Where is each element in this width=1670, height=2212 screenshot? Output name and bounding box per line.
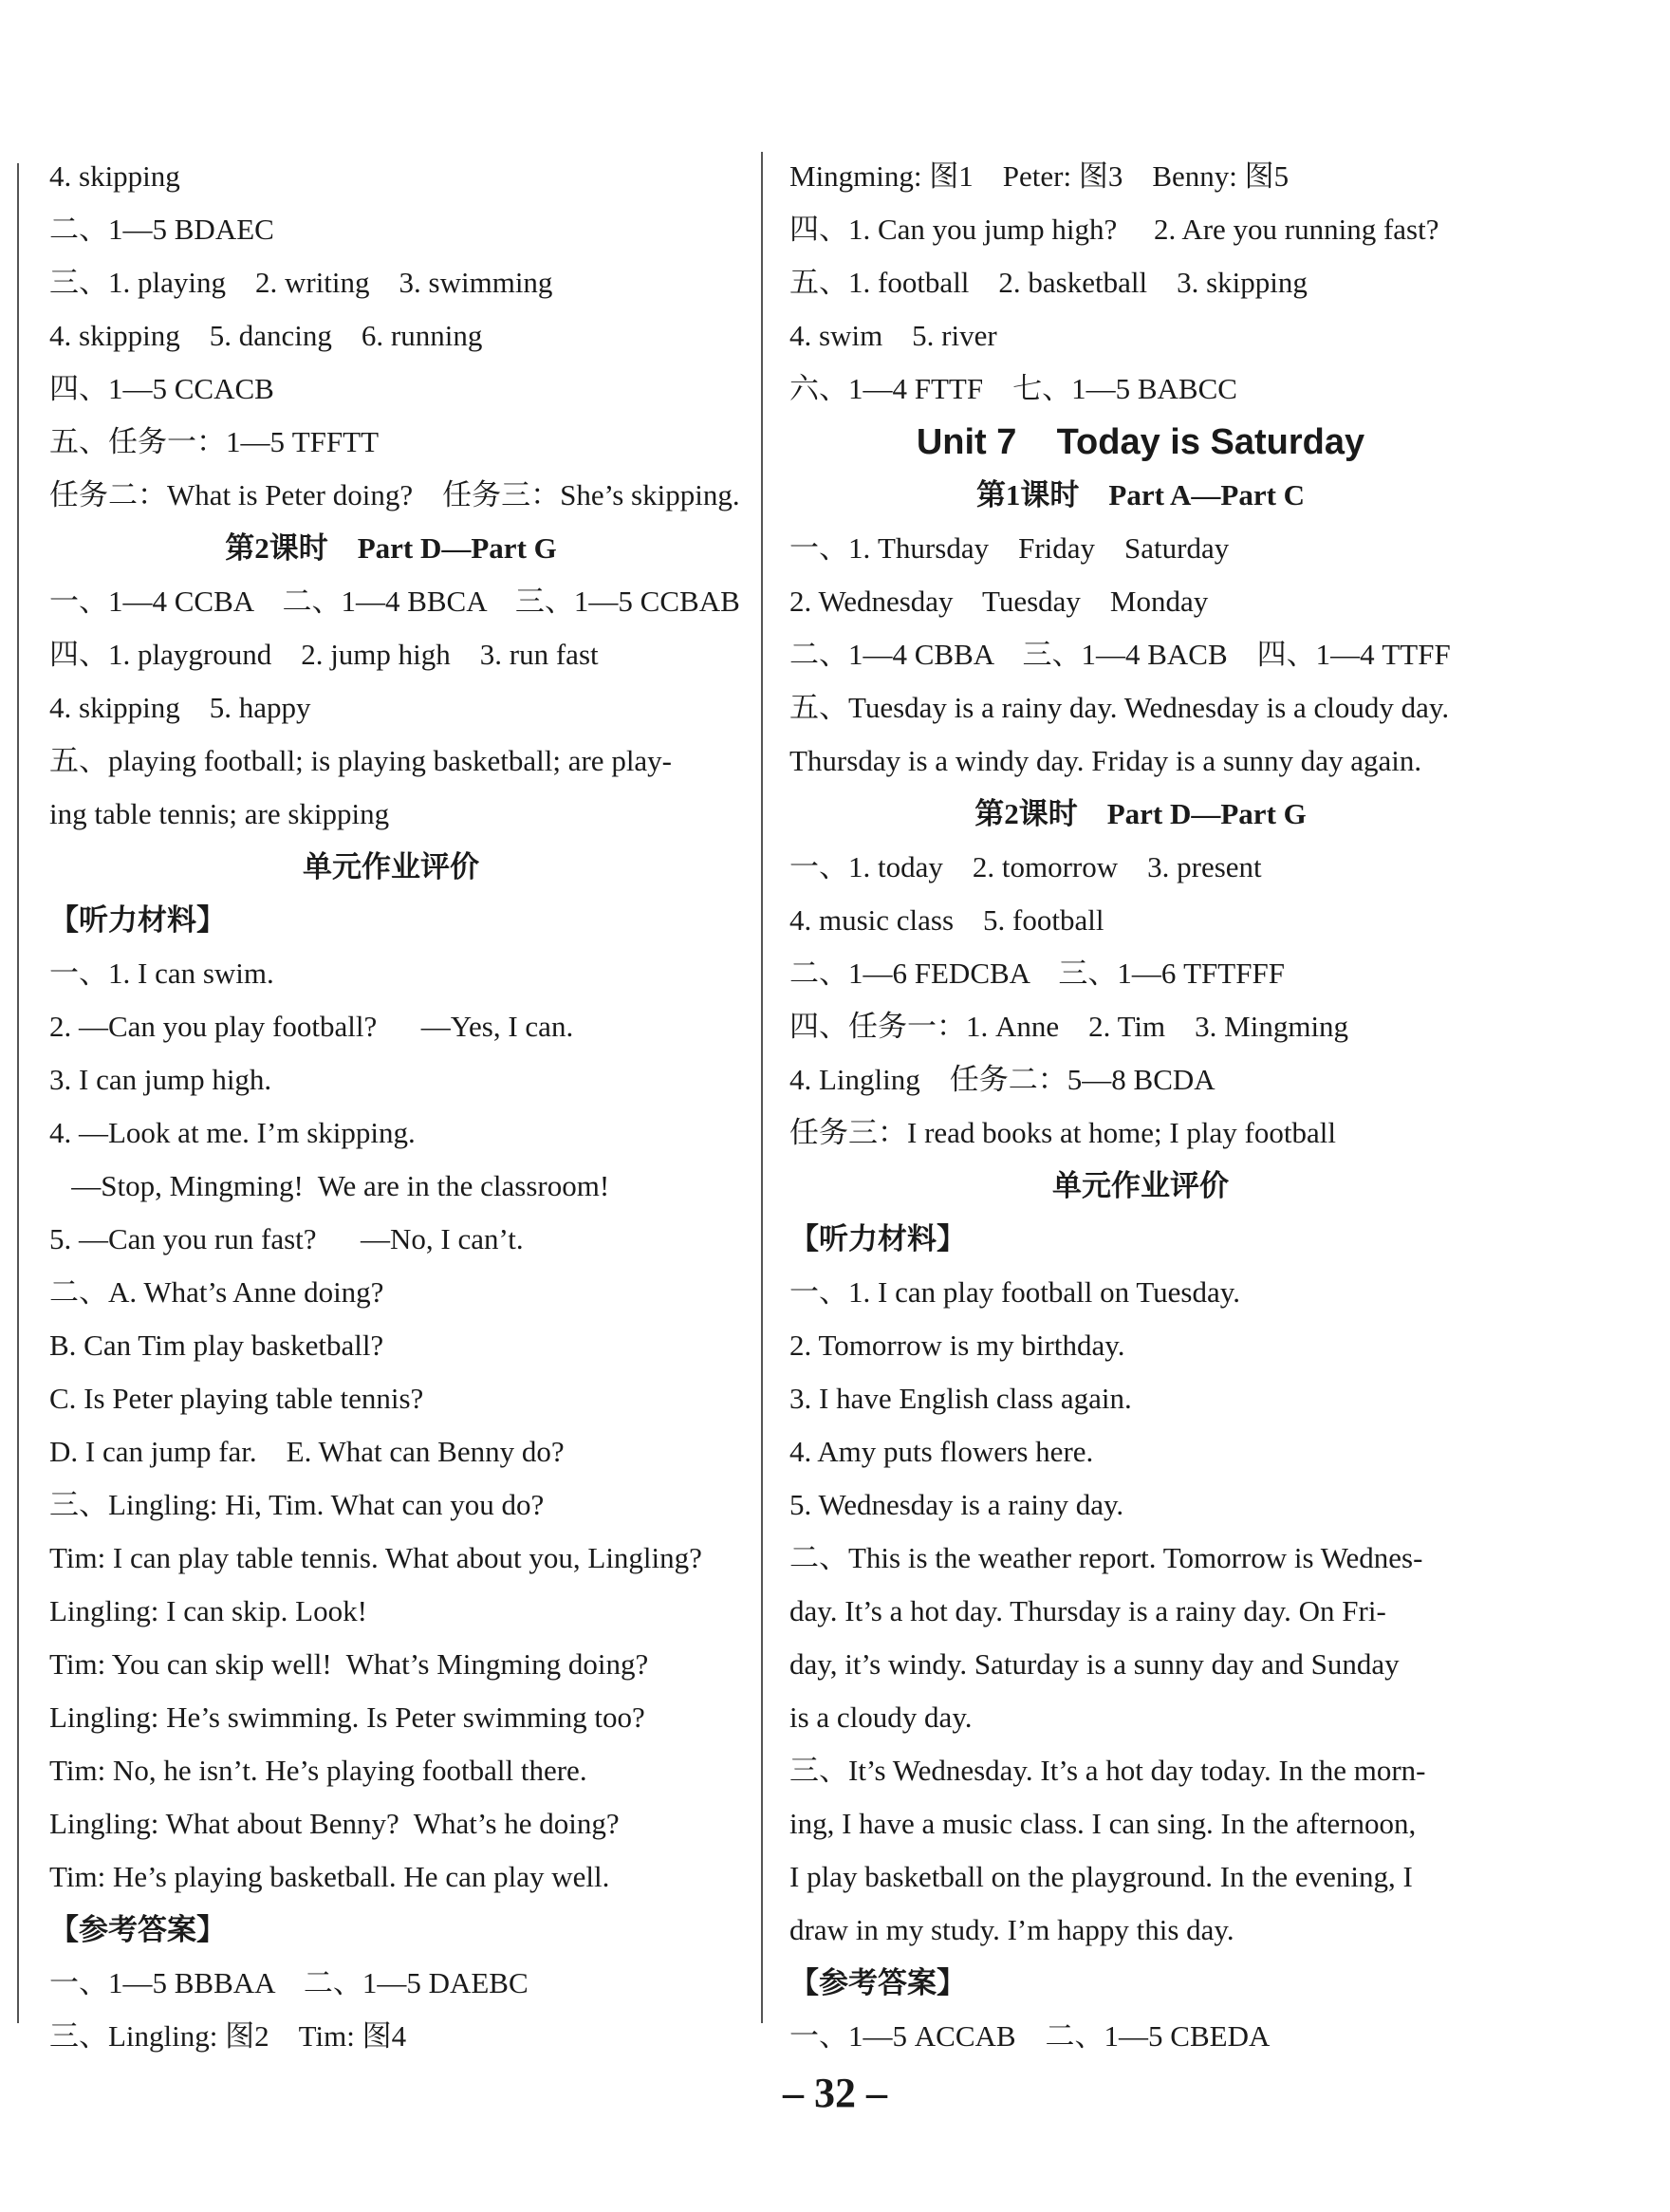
answer-line: Tim: You can skip well! What’s Mingming doing? — [49, 1647, 649, 1681]
answer-line: 任务二：What is Peter doing? 任务三：She’s skipping. — [49, 478, 740, 511]
right-column — [789, 150, 1492, 2063]
answer-line: 三、1. playing 2. writing 3. swimming — [49, 266, 553, 299]
answer-line: day, it’s windy. Saturday is a sunny day and Sunday — [789, 1647, 1400, 1681]
answer-line: 四、任务一：1. Anne 2. Tim 3. Mingming — [789, 1010, 1349, 1043]
answer-line: 五、1. football 2. basketball 3. skipping — [789, 266, 1308, 299]
answer-line: 三、It’s Wednesday. It’s a hot day today. In the morn- — [789, 1754, 1426, 1787]
answer-line: 一、1—5 ACCAB 二、1—5 CBEDA — [789, 2019, 1271, 2053]
answer-line: 四、1. playground 2. jump high 3. run fast — [49, 638, 599, 671]
bracket-label: 【听力材料】 — [789, 1222, 966, 1256]
answer-line: 5. —Can you run fast? —No, I can’t. — [49, 1222, 524, 1255]
answer-line: Mingming: 图1 Peter: 图3 Benny: 图5 — [789, 159, 1290, 193]
answer-line: 四、1—5 CCACB — [49, 372, 274, 405]
answer-line: 四、1. Can you jump high? 2. Are you running fast? — [789, 213, 1439, 246]
lesson-heading: 第1课时 Part A—Part C — [975, 478, 1306, 511]
answer-line: 2. Wednesday Tuesday Monday — [789, 585, 1209, 618]
answer-line: 4. skipping 5. dancing 6. running — [49, 319, 483, 352]
answer-line: 二、1—6 FEDCBA 三、1—6 TFTFFF — [789, 957, 1285, 990]
left-margin-rule — [17, 163, 19, 2023]
answer-line: Tim: He’s playing basketball. He can play well. — [49, 1860, 610, 1893]
bracket-label: 【参考答案】 — [789, 1966, 966, 2000]
lesson-heading: 第2课时 Part D—Part G — [974, 797, 1307, 830]
answer-line: 五、Tuesday is a rainy day. Wednesday is a cloudy day. — [789, 691, 1450, 724]
answer-line: 一、1. I can play football on Tuesday. — [789, 1275, 1240, 1309]
unit-title: Unit 7 Today is Saturday — [916, 422, 1365, 462]
answer-line: 二、1—4 CBBA 三、1—4 BACB 四、1—4 TTFF — [789, 638, 1451, 671]
column-divider — [761, 152, 763, 2023]
answer-line: C. Is Peter playing table tennis? — [49, 1382, 424, 1415]
answer-line: 3. I have English class again. — [789, 1382, 1132, 1415]
bracket-label: 【参考答案】 — [49, 1913, 226, 1947]
answer-line: 二、This is the weather report. Tomorrow is Wednes- — [789, 1541, 1423, 1574]
answer-line: 4. Lingling 任务二：5—8 BCDA — [789, 1063, 1215, 1096]
answer-line: 2. Tomorrow is my birthday. — [789, 1329, 1125, 1362]
answer-line: —Stop, Mingming! We are in the classroom! — [49, 1169, 610, 1202]
answer-line: 三、Lingling: Hi, Tim. What can you do? — [49, 1488, 545, 1521]
answer-line: I play basketball on the playground. In the evening, I — [789, 1860, 1413, 1893]
answer-line: ing table tennis; are skipping — [49, 797, 390, 830]
left-column — [49, 150, 740, 2063]
answer-line: 二、1—5 BDAEC — [49, 213, 274, 246]
answer-line: 4. —Look at me. I’m skipping. — [49, 1116, 416, 1149]
answer-line: Lingling: He’s swimming. Is Peter swimming too? — [49, 1701, 645, 1734]
answer-line: 4. music class 5. football — [789, 903, 1104, 937]
answer-line: 五、任务一：1—5 TFFTT — [49, 425, 380, 458]
answer-line: 4. skipping — [49, 159, 180, 193]
answer-line: 一、1—5 BBBAA 二、1—5 DAEBC — [49, 1966, 529, 1999]
bracket-label: 【听力材料】 — [49, 903, 226, 938]
answer-line: Tim: No, he isn’t. He’s playing football there. — [49, 1754, 587, 1787]
answer-line: Thursday is a windy day. Friday is a sunny day again. — [789, 744, 1422, 777]
answer-line: 一、1. Thursday Friday Saturday — [789, 531, 1230, 565]
answer-line: 5. Wednesday is a rainy day. — [789, 1488, 1124, 1521]
answer-line: 2. —Can you play football? —Yes, I can. — [49, 1010, 574, 1043]
answer-line: Lingling: I can skip. Look! — [49, 1594, 367, 1627]
answer-line: 4. skipping 5. happy — [49, 691, 311, 724]
section-heading: 单元作业评价 — [303, 850, 479, 884]
section-heading: 单元作业评价 — [1052, 1169, 1229, 1203]
answer-line: 一、1. I can swim. — [49, 957, 274, 990]
answer-line: 任务三：I read books at home; I play football — [789, 1116, 1336, 1149]
answer-line: Tim: I can play table tennis. What about you, Lingling? — [49, 1541, 702, 1574]
answer-line: B. Can Tim play basketball? — [49, 1329, 384, 1362]
answer-line: is a cloudy day. — [789, 1701, 973, 1734]
answer-line: 一、1. today 2. tomorrow 3. present — [789, 850, 1262, 883]
answer-line: ing, I have a music class. I can sing. In the afternoon, — [789, 1807, 1417, 1840]
answer-line: 六、1—4 FTTF 七、1—5 BABCC — [789, 372, 1237, 405]
answer-line: D. I can jump far. E. What can Benny do? — [49, 1435, 565, 1468]
answer-line: 4. swim 5. river — [789, 319, 997, 352]
answer-line: Lingling: What about Benny? What’s he doing? — [49, 1807, 620, 1840]
answer-line: 4. Amy puts flowers here. — [789, 1435, 1094, 1468]
page-number: – 32 – — [783, 2070, 887, 2116]
answer-line: 五、playing football; is playing basketball; are play- — [49, 744, 673, 777]
answer-line: 3. I can jump high. — [49, 1063, 272, 1096]
answer-line: day. It’s a hot day. Thursday is a rainy day. On Fri- — [789, 1594, 1386, 1627]
answer-line: draw in my study. I’m happy this day. — [789, 1913, 1234, 1946]
lesson-heading: 第2课时 Part D—Part G — [225, 531, 557, 565]
answer-line: 一、1—4 CCBA 二、1—4 BBCA 三、1—5 CCBAB — [49, 585, 740, 618]
answer-line: 三、Lingling: 图2 Tim: 图4 — [49, 2019, 407, 2053]
answer-line: 二、A. What’s Anne doing? — [49, 1275, 384, 1309]
